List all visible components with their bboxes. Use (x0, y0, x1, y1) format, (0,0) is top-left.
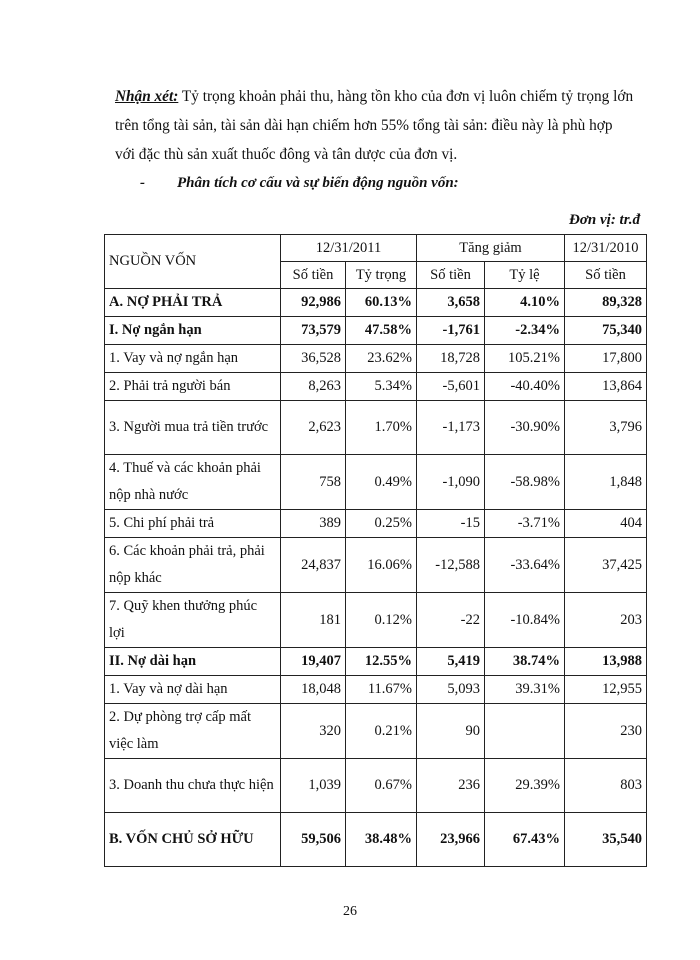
cell-amount-2011: 2,623 (281, 401, 346, 455)
table-row (105, 704, 647, 759)
row-label: 2. Phải trả người bán (105, 373, 281, 401)
cell-amount-change: -12,588 (417, 538, 485, 593)
cell-rate-change: -2.34% (485, 317, 565, 345)
cell-amount-2010: 203 (565, 593, 647, 648)
row-label: 1. Vay và nợ dài hạn (105, 676, 281, 704)
row-label: 1. Vay và nợ ngắn hạn (105, 345, 281, 373)
cell-amount-change: -1,761 (417, 317, 485, 345)
header-2011: 12/31/2011 (281, 235, 417, 262)
cell-share-2011: 0.21% (346, 704, 417, 759)
row-label: 4. Thuế và các khoản phải nộp nhà nước (105, 455, 281, 510)
cell-rate-change: -30.90% (485, 401, 565, 455)
cell-amount-change: -1,090 (417, 455, 485, 510)
cell-rate-change: 67.43% (485, 813, 565, 867)
cell-rate-change: 39.31% (485, 676, 565, 704)
row-label: A. NỢ PHẢI TRẢ (105, 289, 281, 317)
cell-amount-2011: 8,263 (281, 373, 346, 401)
table-row (105, 317, 647, 345)
cell-rate-change: -33.64% (485, 538, 565, 593)
cell-share-2011: 0.25% (346, 510, 417, 538)
cell-share-2011: 0.12% (346, 593, 417, 648)
row-label: 5. Chi phí phải trả (105, 510, 281, 538)
cell-amount-2010: 89,328 (565, 289, 647, 317)
header-change: Tăng giảm (417, 235, 565, 262)
subheader-amount-2010: Số tiền (565, 262, 647, 289)
cell-amount-2011: 758 (281, 455, 346, 510)
cell-amount-2011: 36,528 (281, 345, 346, 373)
cell-amount-2010: 13,864 (565, 373, 647, 401)
cell-rate-change: 105.21% (485, 345, 565, 373)
cell-share-2011: 16.06% (346, 538, 417, 593)
cell-rate-change: -10.84% (485, 593, 565, 648)
cell-amount-2011: 320 (281, 704, 346, 759)
cell-amount-2011: 92,986 (281, 289, 346, 317)
table-header-row (105, 235, 647, 262)
cell-amount-change: 18,728 (417, 345, 485, 373)
cell-rate-change (485, 704, 565, 759)
cell-amount-change: 3,658 (417, 289, 485, 317)
cell-amount-change: 5,093 (417, 676, 485, 704)
cell-share-2011: 12.55% (346, 648, 417, 676)
row-label: I. Nợ ngắn hạn (105, 317, 281, 345)
header-2010: 12/31/2010 (565, 235, 647, 262)
subheader-share-2011: Tỷ trọng (346, 262, 417, 289)
unit-label: Đơn vị: tr.đ (569, 212, 640, 228)
remark-lead: Nhận xét: (115, 88, 179, 105)
cell-amount-2010: 17,800 (565, 345, 647, 373)
table-row (105, 593, 647, 648)
table-row (105, 538, 647, 593)
row-label: B. VỐN CHỦ SỞ HỮU (105, 813, 281, 867)
table-row (105, 510, 647, 538)
cell-amount-2010: 37,425 (565, 538, 647, 593)
table-row (105, 759, 647, 813)
row-label: 7. Quỹ khen thưởng phúc lợi (105, 593, 281, 648)
row-label: 3. Người mua trả tiền trước (105, 401, 281, 455)
cell-amount-change: 236 (417, 759, 485, 813)
header-source: NGUỒN VỐN (105, 235, 281, 289)
cell-amount-2010: 75,340 (565, 317, 647, 345)
row-label: 3. Doanh thu chưa thực hiện (105, 759, 281, 813)
cell-amount-change: -15 (417, 510, 485, 538)
table-row (105, 455, 647, 510)
cell-share-2011: 38.48% (346, 813, 417, 867)
cell-amount-2011: 24,837 (281, 538, 346, 593)
capital-structure-table (104, 234, 647, 867)
cell-amount-change: 5,419 (417, 648, 485, 676)
cell-amount-2010: 230 (565, 704, 647, 759)
cell-amount-change: 90 (417, 704, 485, 759)
section-bullet (140, 175, 459, 192)
cell-amount-2010: 35,540 (565, 813, 647, 867)
cell-amount-change: -22 (417, 593, 485, 648)
cell-rate-change: 29.39% (485, 759, 565, 813)
row-label: 6. Các khoản phải trả, phải nộp khác (105, 538, 281, 593)
table-row (105, 345, 647, 373)
bullet-text: Phân tích cơ cấu và sự biến động nguồn vốn: (177, 175, 459, 191)
cell-share-2011: 47.58% (346, 317, 417, 345)
cell-amount-2011: 1,039 (281, 759, 346, 813)
cell-amount-2010: 12,955 (565, 676, 647, 704)
subheader-amount-2011: Số tiền (281, 262, 346, 289)
table-row (105, 401, 647, 455)
cell-amount-change: -1,173 (417, 401, 485, 455)
cell-share-2011: 0.67% (346, 759, 417, 813)
table-row (105, 373, 647, 401)
cell-amount-2011: 181 (281, 593, 346, 648)
row-label: II. Nợ dài hạn (105, 648, 281, 676)
table-row (105, 289, 647, 317)
cell-rate-change: -3.71% (485, 510, 565, 538)
cell-rate-change: -58.98% (485, 455, 565, 510)
cell-share-2011: 23.62% (346, 345, 417, 373)
table-row (105, 813, 647, 867)
subheader-rate-change: Tỷ lệ (485, 262, 565, 289)
cell-share-2011: 5.34% (346, 373, 417, 401)
cell-amount-2011: 73,579 (281, 317, 346, 345)
cell-amount-2011: 59,506 (281, 813, 346, 867)
cell-amount-2010: 3,796 (565, 401, 647, 455)
table-row (105, 648, 647, 676)
cell-rate-change: 38.74% (485, 648, 565, 676)
analysis-paragraph (115, 82, 635, 169)
cell-amount-2010: 803 (565, 759, 647, 813)
cell-amount-2011: 389 (281, 510, 346, 538)
cell-rate-change: 4.10% (485, 289, 565, 317)
cell-share-2011: 60.13% (346, 289, 417, 317)
cell-share-2011: 11.67% (346, 676, 417, 704)
subheader-amount-change: Số tiền (417, 262, 485, 289)
cell-share-2011: 1.70% (346, 401, 417, 455)
bullet-dash: - (140, 175, 145, 191)
cell-amount-2010: 13,988 (565, 648, 647, 676)
cell-amount-2011: 19,407 (281, 648, 346, 676)
cell-amount-2010: 1,848 (565, 455, 647, 510)
cell-amount-2010: 404 (565, 510, 647, 538)
row-label: 2. Dự phòng trợ cấp mất việc làm (105, 704, 281, 759)
cell-rate-change: -40.40% (485, 373, 565, 401)
page-number: 26 (343, 904, 357, 919)
remark-text: Tỷ trọng khoản phải thu, hàng tồn kho của đơn vị luôn chiếm tỷ trọng lớn trên tổng tài sản, tài sản dài hạn chiếm hơn 55% tổng tài sản: điều này là phù hợp với đặc thù sản xuất thuốc đông và tân dược của đơn vị. (115, 88, 634, 163)
cell-amount-change: -5,601 (417, 373, 485, 401)
cell-amount-change: 23,966 (417, 813, 485, 867)
cell-share-2011: 0.49% (346, 455, 417, 510)
cell-amount-2011: 18,048 (281, 676, 346, 704)
table-row (105, 676, 647, 704)
